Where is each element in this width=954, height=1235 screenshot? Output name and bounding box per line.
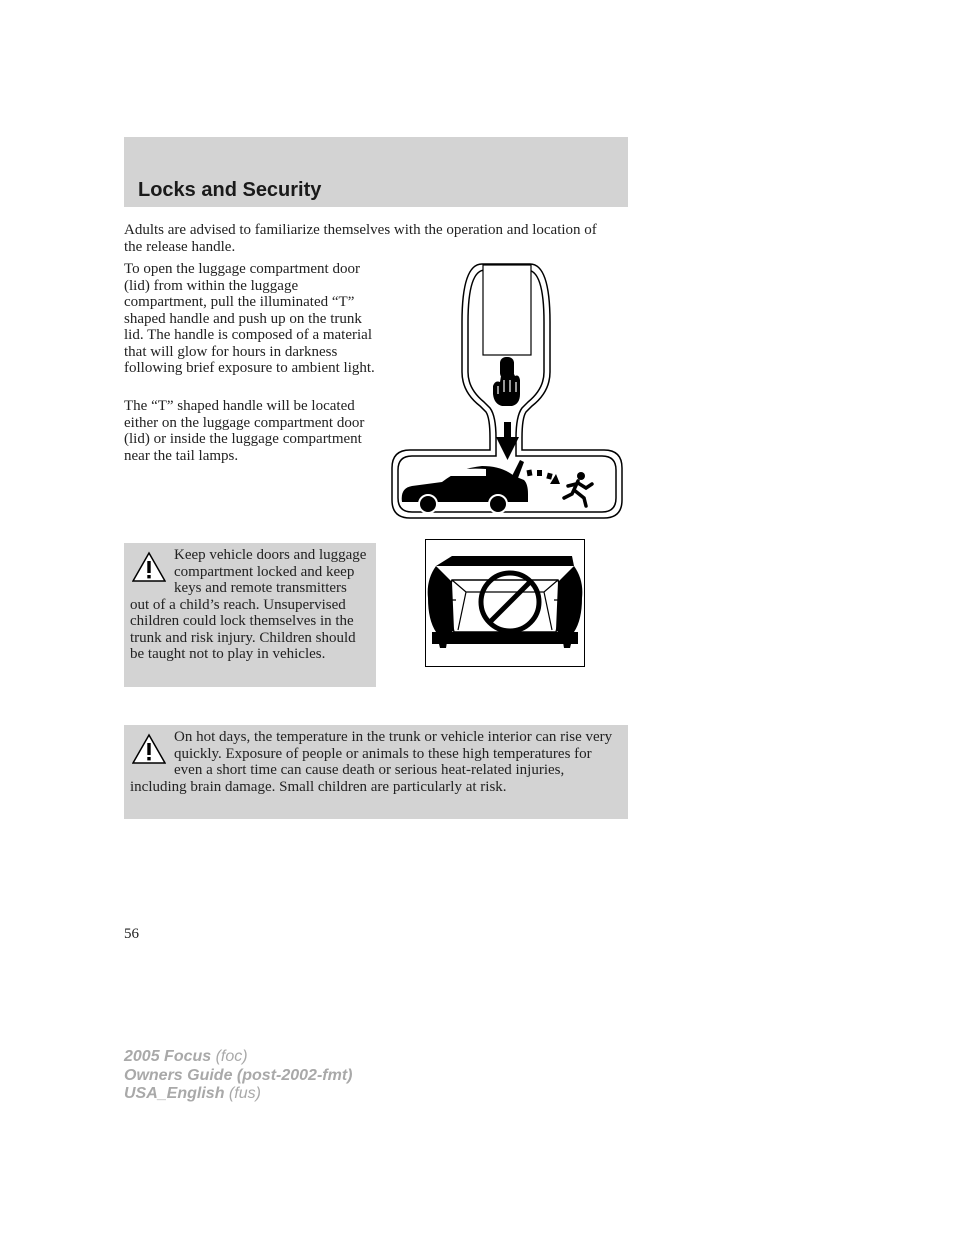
warning-triangle-icon [132,733,166,765]
trunk-release-handle-illustration [390,262,624,520]
footer-guide-line: Owners Guide (post-2002-fmt) [124,1066,353,1084]
section-header-band [124,137,628,207]
warning-box-heat [124,725,628,819]
section-title: Locks and Security [138,179,322,201]
footer-model-line: 2005 Focus (foc) [124,1048,248,1065]
footer-language-line: USA_English (fus) [124,1085,261,1102]
handle-location-paragraph: The “T” shaped handle will be located either on the luggage compartment door (lid) or inside the luggage compartment near the tail lamps. [124,398,365,464]
no-children-in-trunk-illustration [425,539,585,667]
warning-text-heat: On hot days, the temperature in the trunk or vehicle interior can rise very quickly. Exposure of people or animals to these high temperatures for even a short time can cause death or serious heat-related injuries, including brain damage. Small children are particularly at risk. [130,729,613,795]
page-number: 56 [124,926,139,942]
warning-box-children [124,543,376,687]
document-footer [124,1048,352,1104]
warning-text-children: Keep vehicle doors and luggage compartment locked and keep keys and remote transmitters out of a child’s reach. Unsupervised children could lock themselves in the trunk and risk injury. Children should be taught not to play in vehicles. [130,547,367,662]
release-handle-paragraph: To open the luggage compartment door (lid) from within the luggage compartment, pull the illuminated “T” shaped handle and push up on the trunk lid. The handle is composed of a material that will glow for hours in darkness following brief exposure to ambient light. [124,261,375,376]
warning-triangle-icon [132,551,166,583]
intro-paragraph: Adults are advised to familiarize themselves with the operation and location of the release handle. [124,222,597,255]
